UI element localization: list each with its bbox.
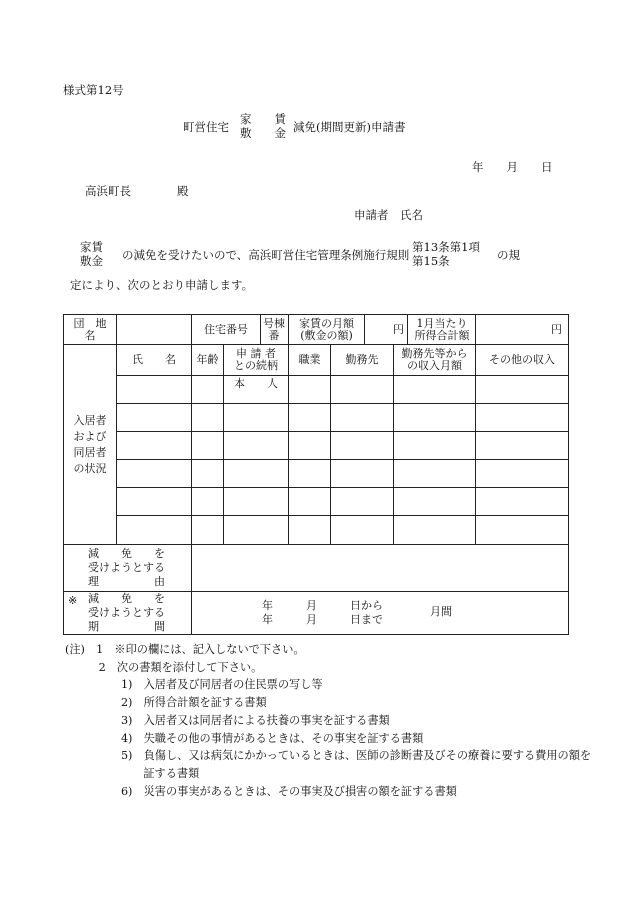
occupant-job[interactable] xyxy=(289,376,331,404)
occupant-age[interactable] xyxy=(192,460,224,488)
period-from: 年 月 日から xyxy=(262,599,383,612)
occupant-workplace[interactable] xyxy=(331,516,394,545)
table-row xyxy=(64,404,569,432)
rent-monthly-label: 家賃の月額 xyxy=(299,316,354,330)
side-label-line: 入居者 xyxy=(73,413,107,427)
notes xyxy=(65,641,591,800)
deposit-amount-label: (敷金の額) xyxy=(300,328,353,342)
reason-label xyxy=(64,545,192,592)
income-per-month-label: 1月当たり xyxy=(416,316,468,330)
reason-label-line: 理 由 xyxy=(88,575,165,588)
occupant-income[interactable] xyxy=(394,404,476,432)
note-line: 2) 所得合計額を証する書類 xyxy=(65,696,267,710)
note-line: 1) 入居者及び同居者の住民票の写し等 xyxy=(65,678,323,692)
self-label: 本 人 xyxy=(224,376,289,404)
col-monthly-line1: 勤務先等から xyxy=(401,347,468,360)
occupant-job[interactable] xyxy=(289,404,331,432)
occupant-relation[interactable] xyxy=(224,404,289,432)
occupant-job[interactable] xyxy=(289,460,331,488)
intro-deposit: 敷金 xyxy=(80,254,103,268)
intro-stack-article xyxy=(412,240,480,268)
title-stack-rent: 家 賃 xyxy=(240,112,286,126)
occupant-job[interactable] xyxy=(289,488,331,516)
side-label-line: 同居者 xyxy=(73,445,107,459)
table-row xyxy=(64,376,569,404)
form-number: 様式第12号 xyxy=(63,83,124,97)
table-row-period xyxy=(64,592,569,635)
occupant-income[interactable] xyxy=(394,376,476,404)
rent-label xyxy=(289,315,365,344)
occupant-age[interactable] xyxy=(192,488,224,516)
housing-no-label: 住宅番号 xyxy=(192,315,261,344)
col-monthly-income xyxy=(394,345,476,376)
date-line: 年 月 日 xyxy=(472,160,553,174)
col-workplace: 勤務先 xyxy=(331,345,394,376)
occupant-workplace[interactable] xyxy=(331,460,394,488)
reason-value[interactable] xyxy=(192,545,569,592)
occupant-age[interactable] xyxy=(192,516,224,545)
occupant-workplace[interactable] xyxy=(331,404,394,432)
reason-label-line: 減 免 を xyxy=(88,547,165,560)
col-relation-line1: 申 請 者 xyxy=(236,347,276,360)
occupant-age[interactable] xyxy=(192,404,224,432)
intro-tail: の規 xyxy=(497,248,520,262)
col-monthly-line2: の収入月額 xyxy=(407,359,462,372)
occupant-workplace[interactable] xyxy=(331,488,394,516)
note-line: 4) 失職その他の事情があるときは、その事実を証する書類 xyxy=(65,731,424,745)
period-label-line: 受けようとする xyxy=(88,606,165,619)
period-label xyxy=(64,592,192,635)
occupant-relation[interactable] xyxy=(224,460,289,488)
table-row-summary xyxy=(64,315,569,345)
period-label-line: 減 免 を xyxy=(88,592,165,605)
occupant-workplace[interactable] xyxy=(331,432,394,460)
reason-label-line: 受けようとする xyxy=(88,561,165,574)
period-label-line: 期 間 xyxy=(88,620,165,633)
occupant-other[interactable] xyxy=(476,376,569,404)
title-prefix: 町営住宅 xyxy=(183,120,229,134)
occupant-other[interactable] xyxy=(476,404,569,432)
occupant-income[interactable] xyxy=(394,432,476,460)
table-row xyxy=(64,432,569,460)
title-suffix: 減免(期間更新)申請書 xyxy=(293,120,406,134)
side-label-line: の状況 xyxy=(73,461,107,475)
col-name: 氏 名 xyxy=(117,345,192,376)
occupant-workplace[interactable] xyxy=(331,376,394,404)
table-row-headers xyxy=(64,345,569,376)
col-relation-line2: との続柄 xyxy=(234,359,278,372)
intro-stack-rent-deposit xyxy=(80,240,103,268)
note-line: 6) 災害の事実があるときは、その事実及び損害の額を証する書類 xyxy=(65,784,457,798)
occupant-relation[interactable] xyxy=(224,488,289,516)
income-total-label: 所得合計額 xyxy=(414,328,470,342)
intro-line2: 定により、次のとおり申請します。 xyxy=(70,278,254,292)
occupant-relation[interactable] xyxy=(224,432,289,460)
note-line: 証する書類 xyxy=(65,766,200,780)
occupant-age[interactable] xyxy=(192,432,224,460)
intro-article-15: 第15条 xyxy=(412,254,450,268)
addressee: 高浜町長 殿 xyxy=(85,184,189,198)
occupant-name[interactable] xyxy=(117,432,192,460)
intro-rent: 家賃 xyxy=(80,240,103,254)
applicant-name: 申請者 氏名 xyxy=(354,208,423,222)
danchi-value[interactable] xyxy=(117,315,192,345)
occupant-income[interactable] xyxy=(394,460,476,488)
note-line: 2 次の書類を添付して下さい。 xyxy=(65,660,263,674)
table-row xyxy=(64,488,569,516)
occupant-other[interactable] xyxy=(476,460,569,488)
col-other-income: その他の収入 xyxy=(476,345,569,376)
col-relation xyxy=(224,345,289,376)
rent-yen: 円 xyxy=(365,315,408,344)
table-row-reason xyxy=(64,545,569,592)
occupant-age[interactable] xyxy=(192,376,224,404)
occupant-name[interactable] xyxy=(117,376,192,404)
note-line: (注) 1 ※印の欄には、記入しないで下さい。 xyxy=(65,643,305,656)
occupant-relation[interactable] xyxy=(224,516,289,545)
intro-article-13: 第13条第1項 xyxy=(412,240,480,254)
period-to: 年 月 日まで xyxy=(262,613,383,626)
occupant-name[interactable] xyxy=(117,516,192,545)
table-row xyxy=(64,516,569,545)
occupant-job[interactable] xyxy=(289,516,331,545)
income-label xyxy=(409,315,475,344)
note-line: 3) 入居者又は同居者による扶養の事実を証する書類 xyxy=(65,713,390,727)
col-job: 職業 xyxy=(289,345,331,376)
period-value[interactable] xyxy=(192,592,569,635)
period-dates xyxy=(262,599,383,627)
col-age: 年齢 xyxy=(192,345,224,376)
side-label-line: および xyxy=(73,429,107,443)
income-yen[interactable]: 円 xyxy=(476,315,569,345)
danchi-label: 団 地 名 xyxy=(64,315,117,345)
rent-cell[interactable] xyxy=(289,315,476,345)
occupant-name[interactable] xyxy=(117,460,192,488)
occupant-name[interactable] xyxy=(117,404,192,432)
occupant-other[interactable] xyxy=(476,516,569,545)
occupant-other[interactable] xyxy=(476,488,569,516)
intro-middle: の減免を受けたいので、高浜町営住宅管理条例施行規則 xyxy=(122,248,410,262)
building-number-label: 号棟 番 xyxy=(263,316,296,342)
period-mark: ※ xyxy=(68,594,78,607)
housing-cell[interactable] xyxy=(192,315,296,345)
occupant-status-label xyxy=(64,345,117,545)
title-stack xyxy=(240,112,286,140)
occupant-income[interactable] xyxy=(394,488,476,516)
period-months: 月間 xyxy=(430,605,452,618)
occupant-job[interactable] xyxy=(289,432,331,460)
table-row xyxy=(64,460,569,488)
application-table xyxy=(63,314,569,635)
occupant-name[interactable] xyxy=(117,488,192,516)
title-stack-deposit: 敷 金 xyxy=(240,126,286,140)
occupant-other[interactable] xyxy=(476,432,569,460)
occupant-income[interactable] xyxy=(394,516,476,545)
note-line: 5) 負傷し、又は病気にかかっているときは、医師の診断書及びその療養に要する費用の額を xyxy=(65,749,592,763)
